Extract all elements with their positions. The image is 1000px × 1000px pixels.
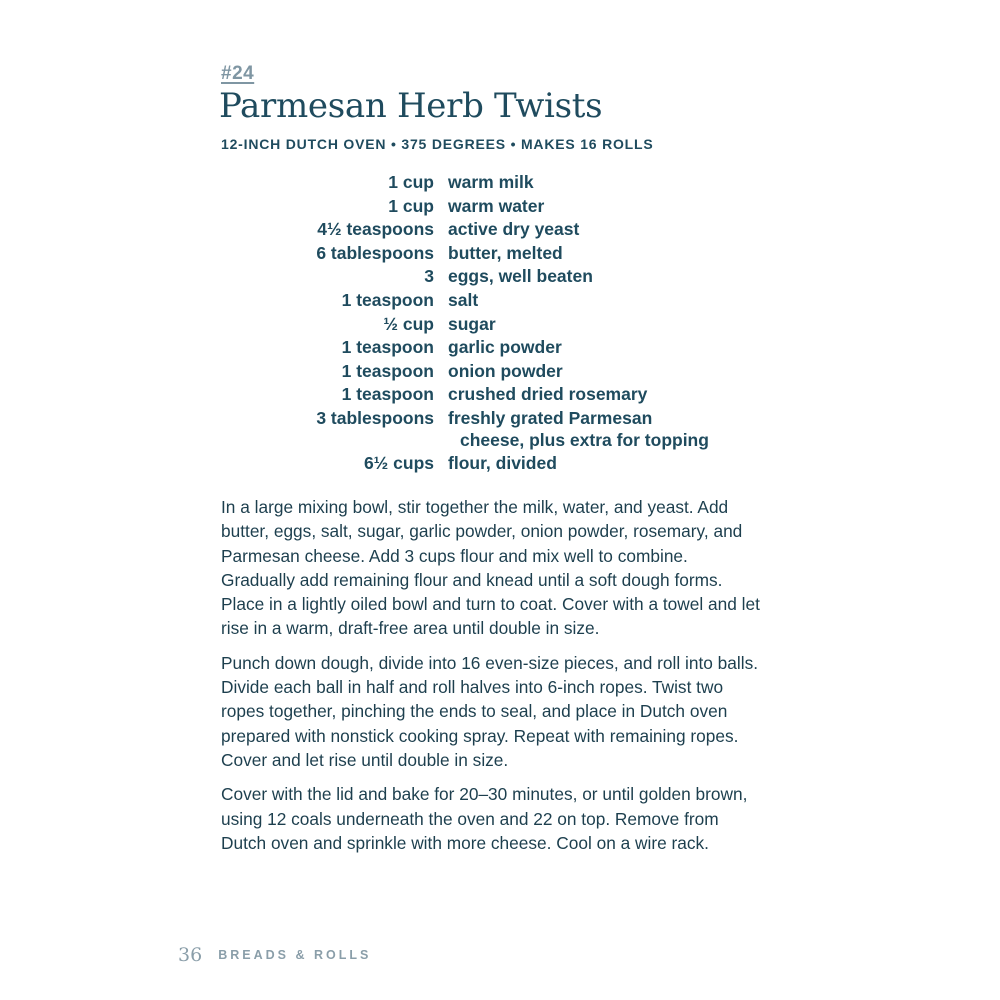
ingredient-row	[200, 265, 780, 289]
ingredient-quantity: 1 teaspoon	[341, 289, 434, 310]
ingredient-quantity: 3 tablespoons	[316, 407, 434, 428]
ingredient-row	[200, 336, 780, 360]
instruction-paragraph: Cover with the lid and bake for 20–30 minutes, or until golden brown, using 12 coals underneath the oven and 22 on top. Remove from Dutch oven and sprinkle with more cheese. Cool on a wire rack.	[221, 784, 748, 853]
instruction-paragraph: In a large mixing bowl, stir together the milk, water, and yeast. Add butter, eggs, salt, sugar, garlic powder, onion powder, rosemary, and Parmesan cheese. Add 3 cups flour and mix well to combine. Gradually add remaining flour and knead until a soft dough forms. Place in a lightly oiled bowl and turn to coat. Cover with a towel and let rise in a warm, draft-free area until double in size.	[221, 497, 760, 639]
ingredient-name: sugar	[448, 313, 496, 334]
ingredient-row	[200, 289, 780, 313]
ingredient-name: flour, divided	[448, 452, 557, 473]
ingredient-name	[448, 407, 780, 451]
instruction-paragraph: Punch down dough, divide into 16 even-size pieces, and roll into balls. Divide each ball in half and roll halves into 6-inch ropes. Twist two ropes together, pinching the ends to seal, and place in Dutch oven prepared with nonstick cooking spray. Repeat with remaining ropes. Cover and let rise until double in size.	[221, 652, 759, 770]
ingredient-quantity: 1 cup	[388, 195, 434, 216]
ingredient-quantity: 6 tablespoons	[316, 242, 434, 263]
recipe-title: Parmesan Herb Twists	[219, 86, 603, 126]
page-number: 36	[178, 944, 203, 966]
ingredient-row	[200, 383, 780, 407]
ingredient-row	[200, 218, 780, 242]
ingredient-name: eggs, well beaten	[448, 266, 593, 287]
ingredient-row	[200, 452, 780, 476]
ingredient-name: crushed dried rosemary	[448, 384, 648, 405]
recipe-meta: 12-INCH DUTCH OVEN • 375 DEGREES • MAKES 16 ROLLS	[221, 136, 654, 152]
ingredient-row	[200, 171, 780, 195]
ingredient-name: warm milk	[448, 172, 534, 192]
ingredient-quantity: 1 cup	[388, 172, 434, 192]
ingredient-row	[200, 360, 780, 384]
ingredient-quantity: ½ cup	[383, 313, 434, 334]
recipe-number: #24	[221, 63, 255, 84]
ingredient-quantity: 1 teaspoon	[341, 360, 434, 381]
ingredient-row	[200, 195, 780, 219]
instructions	[221, 495, 766, 865]
ingredient-quantity: 1 teaspoon	[341, 337, 434, 358]
ingredient-quantity: 3	[424, 266, 434, 287]
ingredient-quantity: 6½ cups	[363, 452, 434, 473]
ingredient-name: garlic powder	[448, 337, 562, 358]
page-footer	[178, 944, 371, 966]
section-name: BREADS & ROLLS	[218, 948, 372, 962]
ingredient-row	[200, 242, 780, 266]
ingredient-name-line: freshly grated Parmesan	[448, 407, 653, 428]
ingredient-name: salt	[448, 289, 479, 310]
ingredient-quantity: 4½ teaspoons	[317, 219, 434, 240]
ingredient-name: warm water	[448, 195, 545, 216]
ingredient-name: active dry yeast	[448, 219, 580, 240]
ingredient-quantity: 1 teaspoon	[341, 384, 434, 405]
ingredient-row	[200, 313, 780, 337]
ingredient-name: butter, melted	[448, 242, 563, 263]
ingredient-name-continuation: cheese, plus extra for topping	[460, 429, 709, 450]
ingredient-list	[200, 171, 780, 476]
ingredient-name: onion powder	[448, 360, 563, 381]
ingredient-row	[200, 407, 780, 452]
